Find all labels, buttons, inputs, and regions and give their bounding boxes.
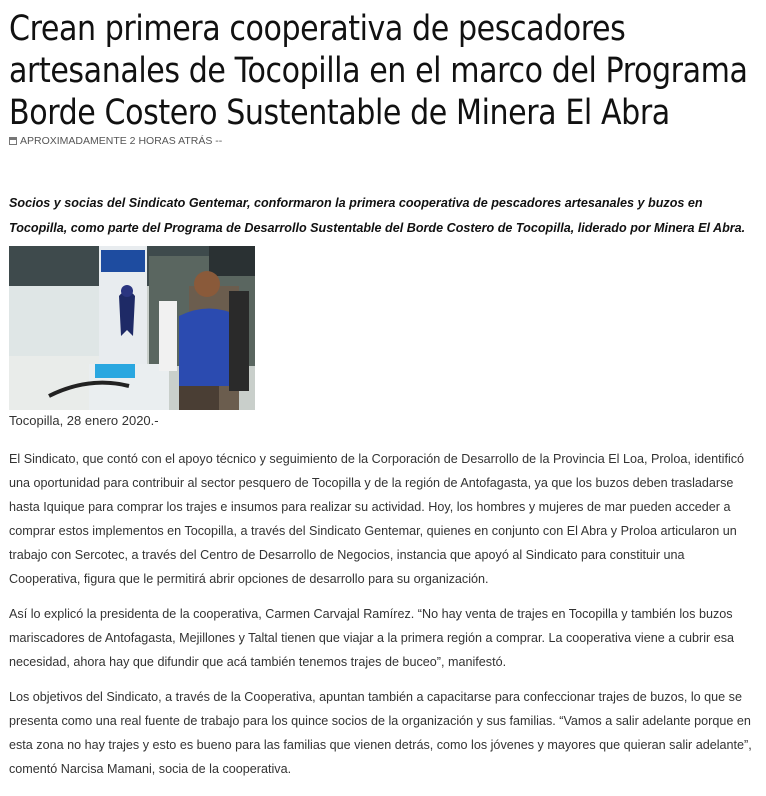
body-paragraph: Los objetivos del Sindicato, a través de la Cooperativa, apuntan también a capacitarse para confeccionar trajes de buzos, lo que se presenta como una real fuente de trabajo para los quince socios de la organización y sus familias. “Vamos a salir adelante porque en esta zona no hay trajes y esto es bueno para las familias que vienen detrás, como los jóvenes y mayores que quieran salir adelante”, comentó Narcisa Mamani, socia de la cooperativa.: [9, 690, 752, 776]
article-photo: [9, 246, 255, 410]
body-paragraph: El Sindicato, que contó con el apoyo técnico y seguimiento de la Corporación de Desarrollo de la Provincia El Loa, Proloa, identificó una oportunidad para contribuir al sector pesquero de Tocopilla y de la región de Antofagasta, ya que los buzos deben trasladarse hasta Iquique para comprar los trajes e insumos para realizar su actividad. Hoy, los hombres y mujeres de mar pueden acceder a comprar estos implementos en Tocopilla, a través del Sindicato Gentemar, quienes en conjunto con El Abra y Proloa articularon un trabajo con Sercotec, a través del Centro de Desarrollo de Negocios, instancia que apoyó al Sindicato para constituir una Cooperativa, figura que le permitirá abrir opciones de desarrollo para su organización.: [9, 452, 745, 586]
body-paragraph: Así lo explicó la presidenta de la cooperativa, Carmen Carvajal Ramírez. “No hay venta de trajes en Tocopilla y también los buzos mariscadores de Antofagasta, Mejillones y Taltal tienen que viajar a la primera región a comprar. La cooperativa viene a cubrir esa necesidad, ahora hay que difundir que acá también tenemos trajes de buceo”, manifestó.: [9, 607, 734, 669]
article-body: [9, 447, 757, 792]
photo-illustration: [9, 246, 255, 410]
article-meta: [9, 135, 222, 147]
article-title: Crean primera cooperativa de pescadores artesanales de Tocopilla en el marco del Programa Borde Costero Sustentable de Minera El Abra: [9, 9, 748, 133]
calendar-icon: [9, 137, 17, 145]
article: [9, 0, 757, 776]
article-time: APROXIMADAMENTE 2 HORAS ATRÁS --: [20, 135, 223, 147]
article-lead: Socios y socias del Sindicato Gentemar, conformaron la primera cooperativa de pescadores artesanales y buzos en Tocopilla, como parte del Programa de Desarrollo Sustentable del Borde Costero de Tocopilla, liderado por Minera El Abra.: [9, 195, 746, 235]
photo-caption: Tocopilla, 28 enero 2020.-: [9, 413, 159, 428]
